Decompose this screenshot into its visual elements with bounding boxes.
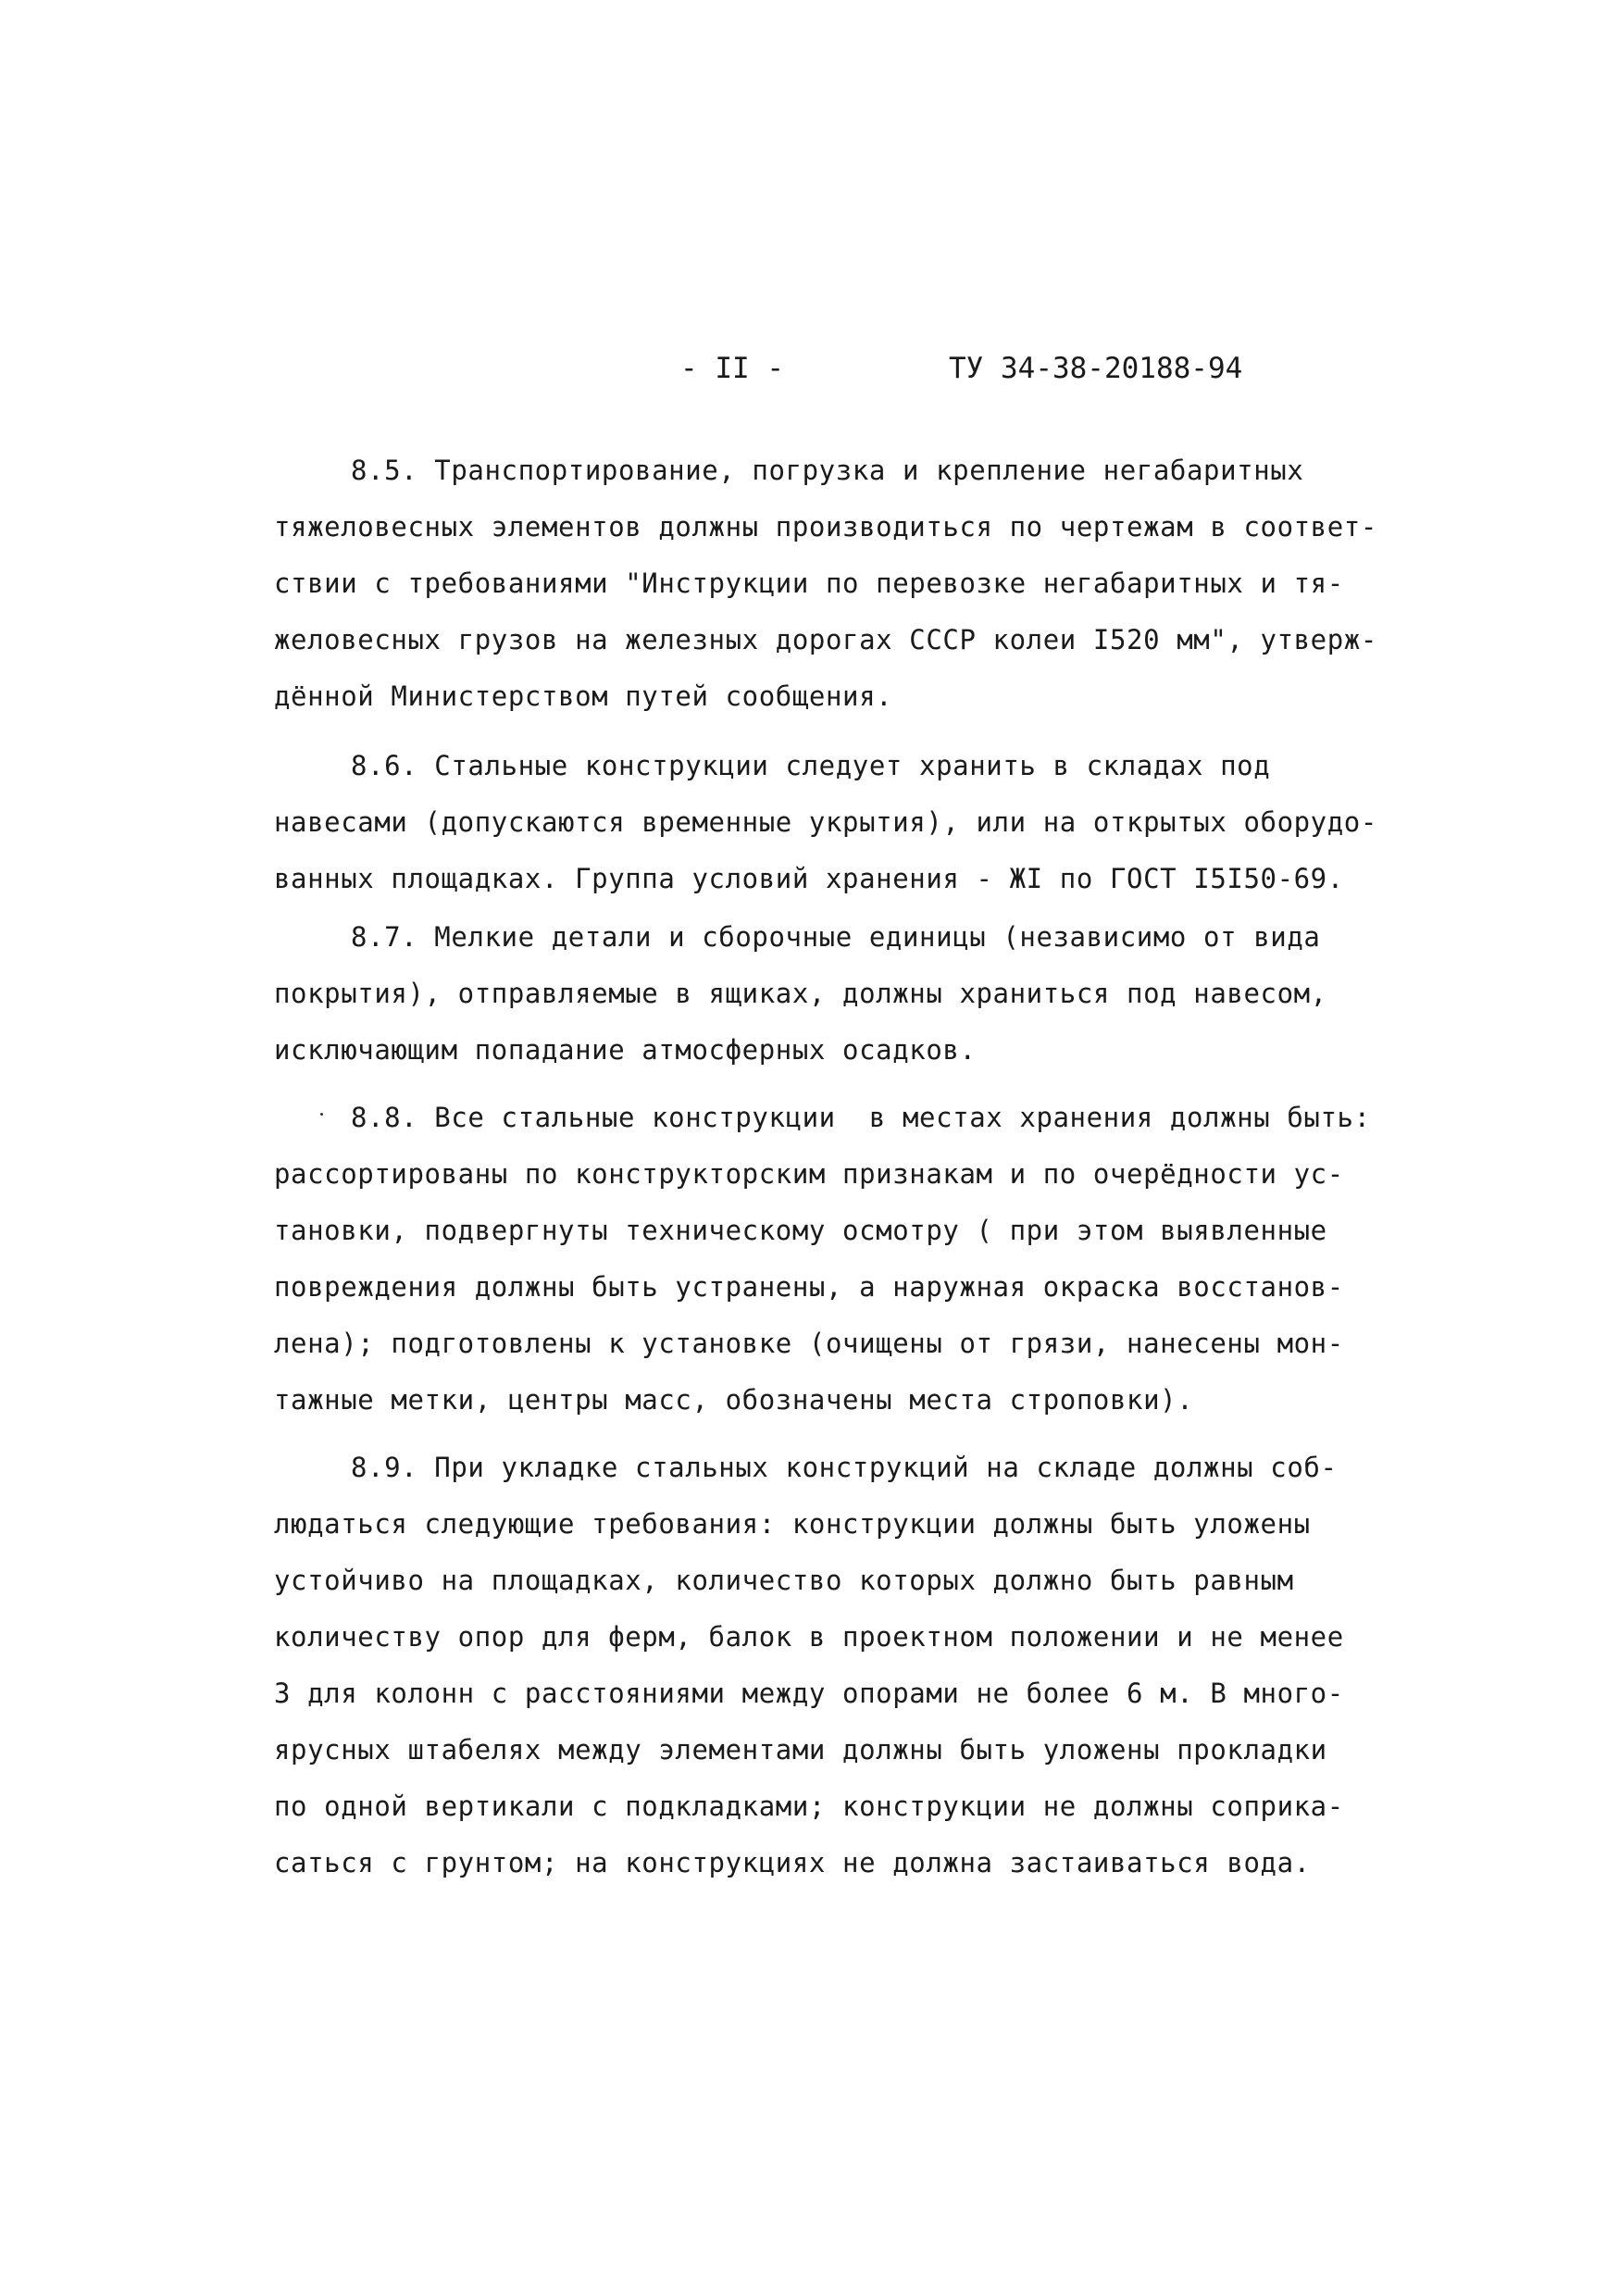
text-line: ванных площадках. Группа условий хранения - ЖI по ГОСТ I5I50-69. <box>274 863 1344 894</box>
text-line: тановки, подвергнуты техническому осмотру ( при этом выявленные <box>274 1215 1327 1246</box>
text-line: ярусных штабелях между элементами должны быть уложены прокладки <box>274 1734 1327 1766</box>
text-line: 8.8. Все стальные конструкции в местах хранения должны быть: <box>351 1102 1371 1133</box>
paragraph-8-5 <box>274 443 1385 725</box>
text-line: навесами (допускаются временные укрытия), или на открытых оборудо- <box>274 806 1377 838</box>
text-line: 3 для колонн с расстояниями между опорами не более 6 м. В много- <box>274 1678 1344 1709</box>
text-line: 8.7. Мелкие детали и сборочные единицы (независимо от вида <box>351 921 1321 953</box>
text-line: тяжеловесных элементов должны производиться по чертежам в соответ- <box>274 511 1377 543</box>
paragraph-8-6 <box>274 738 1385 907</box>
text-line: людаться следующие требования: конструкции должны быть уложены <box>274 1508 1311 1540</box>
text-line: тажные метки, центры масс, обозначены места строповки). <box>274 1384 1194 1416</box>
text-line: количеству опор для ферм, балок в проектном положении и не менее <box>274 1621 1344 1653</box>
page-header <box>0 352 1619 398</box>
text-line: 8.5. Транспортирование, погрузка и крепление негабаритных <box>351 455 1304 486</box>
paragraph-8-9 <box>274 1440 1385 1891</box>
text-line: по одной вертикали с подкладками; конструкции не должны соприка- <box>274 1791 1344 1822</box>
text-line: рассортированы по конструкторским признакам и по очерёдности ус- <box>274 1158 1344 1190</box>
paragraph-8-7 <box>274 909 1385 1079</box>
document-code: ТУ 34-38-20188-94 <box>949 352 1243 385</box>
text-line: устойчиво на площадках, количество которых должно быть равным <box>274 1565 1294 1596</box>
text-line: лена); подготовлены к установке (очищены от грязи, нанесены мон- <box>274 1328 1344 1359</box>
text-line: покрытия), отправляемые в ящиках, должны храниться под навесом, <box>274 978 1327 1009</box>
document-body <box>274 443 1385 1891</box>
text-line: дённой Министерством путей сообщения. <box>274 680 893 712</box>
text-line: саться с грунтом; на конструкциях не должна застаиваться вода. <box>274 1847 1311 1878</box>
text-line: ствии с требованиями "Инструкции по перевозке негабаритных и тя- <box>274 568 1344 599</box>
text-line: повреждения должны быть устранены, а наружная окраска восстанов- <box>274 1271 1344 1303</box>
text-line: 8.6. Стальные конструкции следует хранить в складах под <box>351 750 1271 781</box>
page-number: - II - <box>680 352 784 385</box>
text-line: исключающим попадание атмосферных осадков. <box>274 1034 977 1066</box>
text-line: желовесных грузов на железных дорогах СССР колеи I520 мм", утверж- <box>274 624 1377 655</box>
text-line: 8.9. При укладке стальных конструкций на складе должны соб- <box>351 1452 1338 1483</box>
paragraph-8-8 <box>274 1090 1385 1429</box>
